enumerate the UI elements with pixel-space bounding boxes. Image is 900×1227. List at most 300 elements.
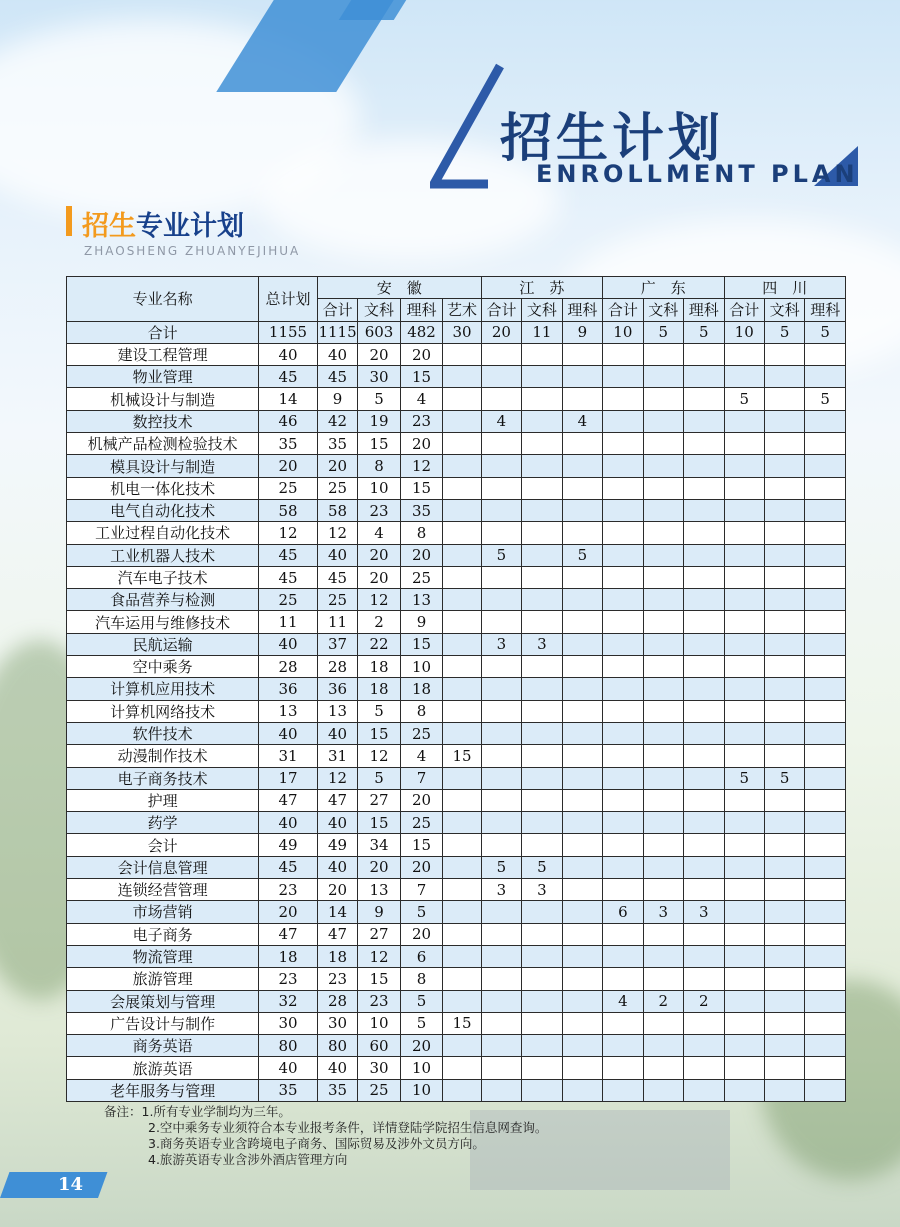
table-cell — [522, 566, 562, 588]
table-cell: 20 — [400, 343, 442, 365]
table-cell: 电气自动化技术 — [67, 499, 259, 521]
table-cell: 35 — [259, 433, 318, 455]
table-cell: 40 — [317, 856, 357, 878]
table-cell — [522, 834, 562, 856]
table-cell — [562, 433, 602, 455]
table-cell — [724, 544, 764, 566]
table-cell — [481, 722, 521, 744]
table-cell — [805, 767, 846, 789]
table-row — [67, 812, 846, 834]
table-cell — [603, 812, 643, 834]
table-cell: 5 — [358, 388, 400, 410]
table-cell — [522, 968, 562, 990]
table-row — [67, 611, 846, 633]
table-cell — [643, 834, 683, 856]
table-cell — [443, 678, 481, 700]
table-cell — [805, 945, 846, 967]
table-cell — [522, 366, 562, 388]
table-cell: 建设工程管理 — [67, 343, 259, 365]
table-cell — [522, 767, 562, 789]
table-cell: 25 — [358, 1079, 400, 1101]
table-cell: 15 — [443, 1012, 481, 1034]
table-cell — [643, 1035, 683, 1057]
table-cell — [481, 834, 521, 856]
table-cell: 5 — [481, 856, 521, 878]
table-cell — [724, 1079, 764, 1101]
table-cell: 40 — [317, 812, 357, 834]
table-cell: 45 — [259, 544, 318, 566]
table-cell: 10 — [358, 1012, 400, 1034]
table-cell — [522, 433, 562, 455]
table-cell — [764, 343, 804, 365]
table-cell — [443, 633, 481, 655]
table-row — [67, 767, 846, 789]
table-cell: 18 — [259, 945, 318, 967]
table-cell: 机械产品检测检验技术 — [67, 433, 259, 455]
table-cell: 20 — [358, 544, 400, 566]
table-cell: 10 — [400, 656, 442, 678]
table-cell: 老年服务与管理 — [67, 1079, 259, 1101]
table-cell: 4 — [481, 410, 521, 432]
table-cell — [562, 968, 602, 990]
table-cell: 23 — [400, 410, 442, 432]
table-cell — [481, 499, 521, 521]
table-cell — [522, 678, 562, 700]
header-anhui: 安 徽 — [317, 277, 481, 299]
table-cell — [764, 812, 804, 834]
table-cell: 31 — [317, 745, 357, 767]
table-cell — [805, 499, 846, 521]
table-cell: 40 — [259, 633, 318, 655]
table-cell: 80 — [317, 1035, 357, 1057]
table-cell: 40 — [317, 343, 357, 365]
table-cell — [724, 433, 764, 455]
table-cell: 15 — [358, 812, 400, 834]
table-cell: 物业管理 — [67, 366, 259, 388]
table-cell — [724, 990, 764, 1012]
table-cell — [643, 566, 683, 588]
table-cell: 5 — [400, 1012, 442, 1034]
table-cell — [724, 455, 764, 477]
table-cell — [481, 945, 521, 967]
table-cell — [764, 856, 804, 878]
table-cell: 3 — [522, 879, 562, 901]
notes — [104, 1104, 547, 1168]
table-cell: 20 — [358, 566, 400, 588]
table-cell — [603, 700, 643, 722]
table-cell: 10 — [400, 1079, 442, 1101]
table-cell — [684, 834, 724, 856]
table-cell — [684, 366, 724, 388]
table-cell — [764, 1057, 804, 1079]
table-cell — [481, 990, 521, 1012]
table-cell: 合计 — [67, 321, 259, 343]
table-cell — [724, 700, 764, 722]
table-cell — [522, 901, 562, 923]
table-cell — [522, 923, 562, 945]
table-cell — [805, 589, 846, 611]
section-subtitle: ZHAOSHENG ZHUANYEJIHUA — [84, 244, 301, 258]
table-cell — [764, 410, 804, 432]
table-cell — [562, 812, 602, 834]
table-cell — [805, 611, 846, 633]
table-cell — [481, 589, 521, 611]
table-cell — [724, 566, 764, 588]
table-cell — [443, 834, 481, 856]
table-cell: 2 — [643, 990, 683, 1012]
table-cell — [443, 366, 481, 388]
table-cell — [724, 633, 764, 655]
table-cell — [643, 767, 683, 789]
table-cell: 商务英语 — [67, 1035, 259, 1057]
table-cell — [603, 433, 643, 455]
table-cell — [603, 745, 643, 767]
table-cell — [643, 745, 683, 767]
table-cell: 15 — [358, 433, 400, 455]
table-cell: 25 — [400, 722, 442, 744]
table-cell: 9 — [562, 321, 602, 343]
table-cell: 23 — [358, 499, 400, 521]
table-cell: 物流管理 — [67, 945, 259, 967]
table-cell — [562, 923, 602, 945]
table-cell — [603, 879, 643, 901]
table-cell: 连锁经营管理 — [67, 879, 259, 901]
subheader-cell: 文科 — [358, 299, 400, 321]
table-cell: 4 — [562, 410, 602, 432]
table-cell: 14 — [259, 388, 318, 410]
table-cell: 19 — [358, 410, 400, 432]
table-cell — [643, 366, 683, 388]
table-cell — [684, 410, 724, 432]
table-cell — [805, 366, 846, 388]
table-cell — [603, 566, 643, 588]
table-cell: 13 — [317, 700, 357, 722]
table-cell — [805, 722, 846, 744]
table-cell: 28 — [317, 656, 357, 678]
table-cell — [684, 633, 724, 655]
table-cell — [724, 1035, 764, 1057]
table-cell — [443, 789, 481, 811]
table-cell — [724, 611, 764, 633]
section-title-part1: 招生 — [82, 211, 136, 242]
table-cell — [522, 544, 562, 566]
table-cell: 35 — [259, 1079, 318, 1101]
table-cell — [603, 968, 643, 990]
table-cell — [562, 1012, 602, 1034]
table-cell: 30 — [358, 366, 400, 388]
table-cell — [805, 1079, 846, 1101]
table-cell — [603, 477, 643, 499]
table-cell — [805, 968, 846, 990]
table-cell — [684, 1012, 724, 1034]
table-cell — [724, 343, 764, 365]
table-cell: 12 — [259, 522, 318, 544]
table-cell — [562, 722, 602, 744]
table-row — [67, 789, 846, 811]
table-cell — [684, 343, 724, 365]
table-cell — [522, 589, 562, 611]
table-cell: 12 — [358, 745, 400, 767]
table-cell — [764, 366, 804, 388]
subheader-cell: 文科 — [522, 299, 562, 321]
table-cell — [603, 856, 643, 878]
table-cell — [724, 834, 764, 856]
table-cell — [481, 678, 521, 700]
table-cell — [481, 812, 521, 834]
table-cell: 20 — [400, 923, 442, 945]
subheader-cell: 理科 — [400, 299, 442, 321]
table-cell: 1115 — [317, 321, 357, 343]
table-cell — [481, 923, 521, 945]
table-cell — [481, 388, 521, 410]
table-cell: 13 — [358, 879, 400, 901]
table-cell — [805, 990, 846, 1012]
table-cell — [603, 388, 643, 410]
table-cell: 5 — [764, 321, 804, 343]
table-cell: 80 — [259, 1035, 318, 1057]
header-sichuan: 四 川 — [724, 277, 846, 299]
table-row — [67, 343, 846, 365]
table-cell — [805, 410, 846, 432]
table-cell: 10 — [358, 477, 400, 499]
table-cell — [805, 923, 846, 945]
table-cell — [443, 433, 481, 455]
table-cell: 22 — [358, 633, 400, 655]
table-cell: 20 — [317, 455, 357, 477]
table-cell: 汽车电子技术 — [67, 566, 259, 588]
table-cell — [643, 656, 683, 678]
table-cell — [684, 522, 724, 544]
table-row — [67, 1057, 846, 1079]
table-row — [67, 968, 846, 990]
table-cell: 会计信息管理 — [67, 856, 259, 878]
header-guangdong: 广 东 — [603, 277, 724, 299]
table-cell: 15 — [400, 477, 442, 499]
table-cell — [643, 789, 683, 811]
table-row — [67, 566, 846, 588]
table-cell: 机电一体化技术 — [67, 477, 259, 499]
table-cell: 23 — [358, 990, 400, 1012]
table-cell — [643, 455, 683, 477]
table-cell — [443, 388, 481, 410]
table-row — [67, 1079, 846, 1101]
table-cell: 45 — [317, 566, 357, 588]
table-cell: 36 — [317, 678, 357, 700]
table-cell — [724, 589, 764, 611]
table-total-row — [67, 321, 846, 343]
table-cell — [522, 1035, 562, 1057]
table-cell — [805, 1012, 846, 1034]
table-cell — [684, 1035, 724, 1057]
subheader-cell: 文科 — [764, 299, 804, 321]
table-cell — [562, 477, 602, 499]
table-cell — [764, 700, 804, 722]
table-cell — [443, 700, 481, 722]
table-cell: 45 — [259, 856, 318, 878]
table-cell — [481, 1079, 521, 1101]
table-cell — [764, 1012, 804, 1034]
table-cell — [684, 477, 724, 499]
table-cell: 11 — [522, 321, 562, 343]
table-cell: 计算机网络技术 — [67, 700, 259, 722]
table-cell — [603, 678, 643, 700]
table-cell: 6 — [603, 901, 643, 923]
table-cell: 12 — [317, 522, 357, 544]
table-cell — [643, 923, 683, 945]
table-cell: 28 — [317, 990, 357, 1012]
table-cell — [764, 388, 804, 410]
table-cell: 32 — [259, 990, 318, 1012]
table-cell — [805, 1035, 846, 1057]
table-cell — [522, 343, 562, 365]
table-cell: 民航运输 — [67, 633, 259, 655]
table-cell — [643, 1057, 683, 1079]
table-cell: 3 — [481, 879, 521, 901]
table-cell — [684, 589, 724, 611]
table-cell: 8 — [400, 522, 442, 544]
table-cell — [603, 1079, 643, 1101]
table-cell: 47 — [259, 923, 318, 945]
table-cell — [684, 767, 724, 789]
table-cell — [562, 901, 602, 923]
table-cell: 食品营养与检测 — [67, 589, 259, 611]
table-cell — [443, 1035, 481, 1057]
table-cell — [805, 455, 846, 477]
table-cell: 旅游管理 — [67, 968, 259, 990]
table-cell: 11 — [259, 611, 318, 633]
table-cell — [443, 522, 481, 544]
table-cell: 5 — [724, 767, 764, 789]
table-row — [67, 1012, 846, 1034]
table-cell — [805, 433, 846, 455]
subheader-cell: 理科 — [562, 299, 602, 321]
table-cell — [562, 499, 602, 521]
table-cell — [643, 1079, 683, 1101]
table-cell — [805, 700, 846, 722]
table-cell — [805, 856, 846, 878]
table-cell — [562, 522, 602, 544]
table-cell — [805, 477, 846, 499]
table-row — [67, 678, 846, 700]
table-cell — [764, 522, 804, 544]
table-cell — [562, 678, 602, 700]
table-cell — [643, 611, 683, 633]
table-cell — [724, 901, 764, 923]
table-cell — [724, 1057, 764, 1079]
table-cell: 9 — [358, 901, 400, 923]
table-cell: 3 — [643, 901, 683, 923]
table-cell — [764, 990, 804, 1012]
table-cell — [481, 1057, 521, 1079]
table-cell: 广告设计与制作 — [67, 1012, 259, 1034]
table-cell — [562, 745, 602, 767]
table-cell — [643, 968, 683, 990]
table-cell: 42 — [317, 410, 357, 432]
table-cell — [684, 968, 724, 990]
table-cell — [643, 678, 683, 700]
table-row — [67, 455, 846, 477]
table-cell — [643, 1012, 683, 1034]
table-cell — [603, 633, 643, 655]
table-cell — [724, 856, 764, 878]
subheader-cell: 合计 — [317, 299, 357, 321]
table-cell — [522, 1012, 562, 1034]
table-cell — [724, 789, 764, 811]
table-cell — [805, 745, 846, 767]
table-cell — [562, 990, 602, 1012]
table-row — [67, 433, 846, 455]
table-cell: 20 — [400, 856, 442, 878]
table-cell: 47 — [317, 923, 357, 945]
table-cell: 5 — [400, 990, 442, 1012]
table-cell — [443, 856, 481, 878]
table-cell: 25 — [259, 589, 318, 611]
table-cell: 30 — [443, 321, 481, 343]
table-cell: 40 — [317, 544, 357, 566]
page-title: 招生计划 — [500, 109, 725, 169]
table-cell — [481, 566, 521, 588]
table-cell: 40 — [317, 722, 357, 744]
table-cell — [443, 879, 481, 901]
table-cell — [562, 945, 602, 967]
table-cell — [562, 633, 602, 655]
table-cell — [643, 433, 683, 455]
table-cell: 25 — [317, 477, 357, 499]
table-cell: 5 — [400, 901, 442, 923]
table-cell: 5 — [643, 321, 683, 343]
table-cell: 40 — [259, 812, 318, 834]
subheader-cell: 合计 — [724, 299, 764, 321]
table-cell — [805, 901, 846, 923]
table-cell — [603, 1035, 643, 1057]
table-cell — [603, 366, 643, 388]
subheader-cell: 合计 — [481, 299, 521, 321]
table-cell: 49 — [317, 834, 357, 856]
table-cell — [724, 678, 764, 700]
table-cell — [481, 745, 521, 767]
table-cell — [805, 812, 846, 834]
table-cell — [481, 901, 521, 923]
table-cell — [764, 499, 804, 521]
table-cell — [603, 455, 643, 477]
table-cell: 25 — [400, 566, 442, 588]
table-cell: 30 — [259, 1012, 318, 1034]
table-cell — [562, 1057, 602, 1079]
table-cell: 47 — [259, 789, 318, 811]
table-cell — [443, 812, 481, 834]
table-cell — [805, 879, 846, 901]
table-cell — [562, 879, 602, 901]
table-cell — [684, 499, 724, 521]
table-cell — [443, 990, 481, 1012]
table-cell: 58 — [259, 499, 318, 521]
table-row — [67, 901, 846, 923]
table-cell: 20 — [400, 433, 442, 455]
table-cell: 电子商务技术 — [67, 767, 259, 789]
table-cell — [443, 499, 481, 521]
section-accent-bar — [66, 206, 72, 236]
table-cell: 18 — [400, 678, 442, 700]
table-cell — [443, 945, 481, 967]
table-cell — [522, 611, 562, 633]
table-cell — [643, 722, 683, 744]
table-cell: 40 — [259, 1057, 318, 1079]
table-cell — [724, 522, 764, 544]
note-line: 备注：1.所有专业学制均为三年。 — [104, 1104, 291, 1119]
table-cell: 37 — [317, 633, 357, 655]
table-cell — [522, 410, 562, 432]
table-cell: 5 — [358, 767, 400, 789]
